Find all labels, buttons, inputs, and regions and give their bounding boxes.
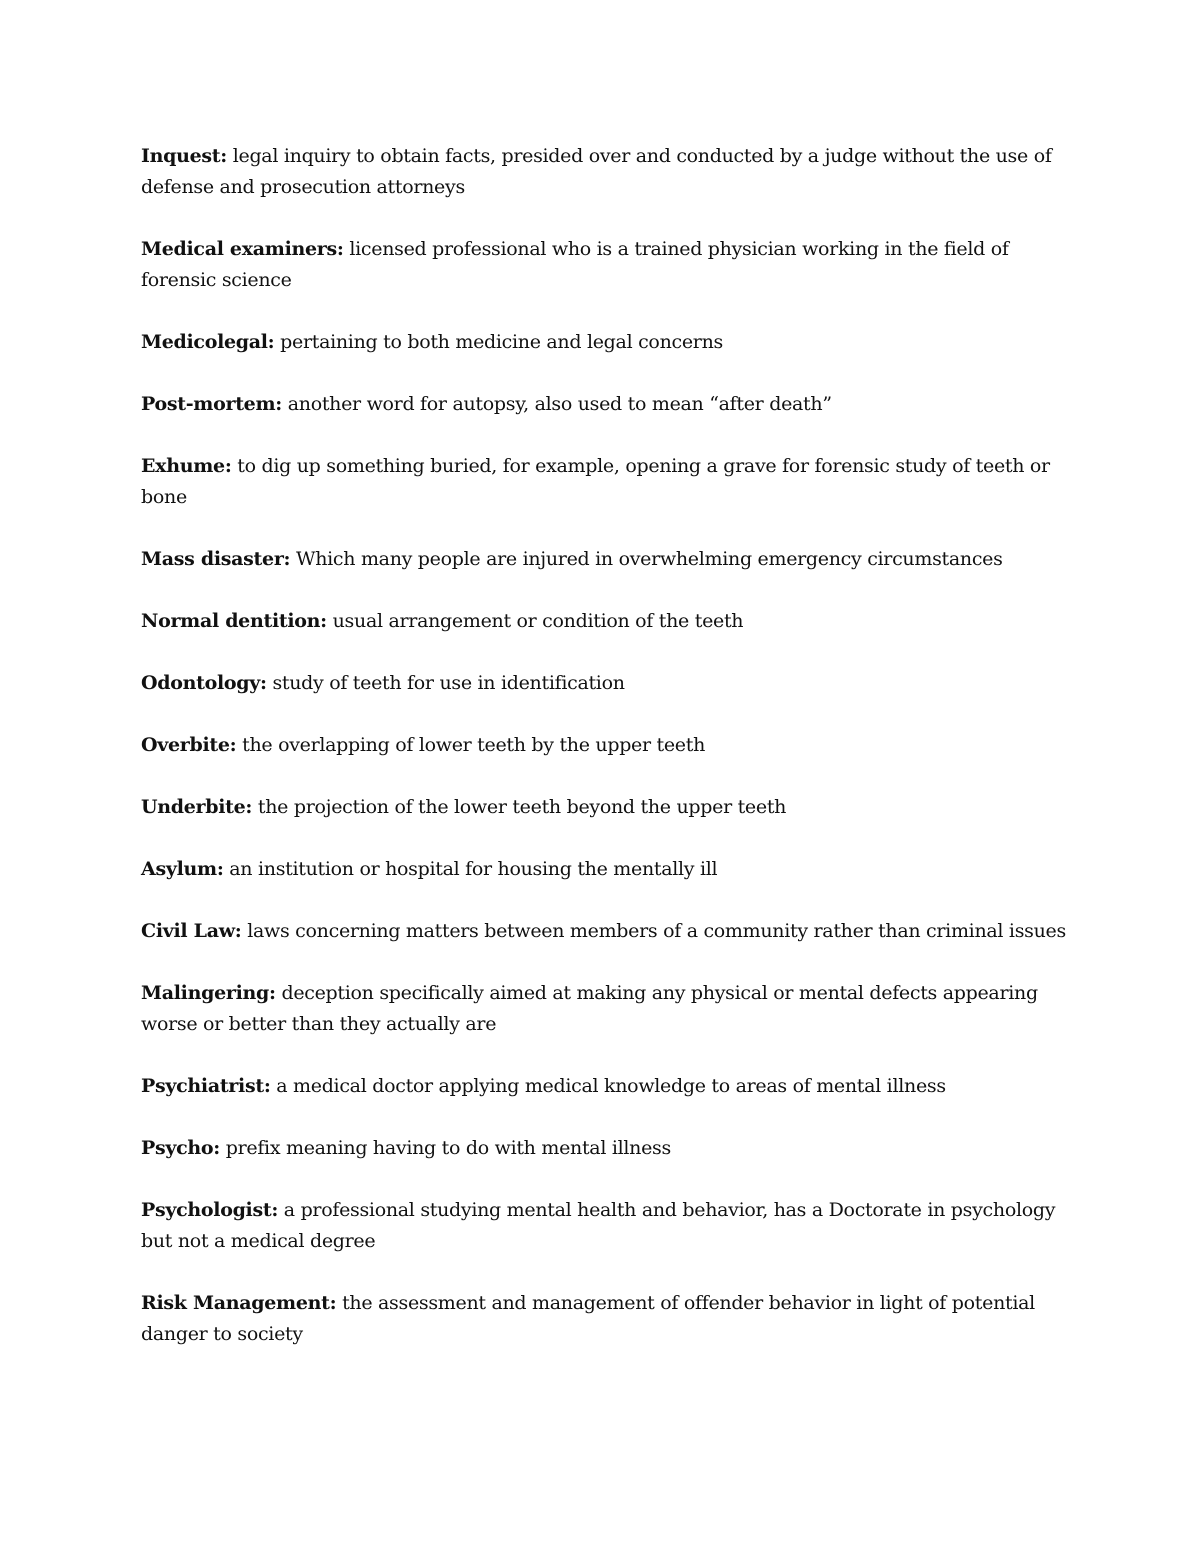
entry-term: Overbite: xyxy=(141,734,237,756)
entry-definition: legal inquiry to obtain facts, presided over and conducted by a judge without the use of defense and prosecution attorneys xyxy=(141,145,1052,198)
glossary-entry-normal-dentition xyxy=(141,606,1066,637)
glossary-entry-medical-examiners xyxy=(141,234,1066,296)
entry-definition: the overlapping of lower teeth by the upper teeth xyxy=(236,734,706,756)
glossary-list xyxy=(141,141,1066,1381)
entry-definition: an institution or hospital for housing the mentally ill xyxy=(223,858,718,880)
entry-term: Risk Management: xyxy=(141,1292,337,1314)
entry-definition: study of teeth for use in identification xyxy=(266,672,625,694)
entry-term: Medicolegal: xyxy=(141,331,275,353)
entry-term: Underbite: xyxy=(141,796,253,818)
entry-definition: deception specifically aimed at making any physical or mental defects appearing worse or better than they actually are xyxy=(141,982,1038,1035)
entry-term: Mass disaster: xyxy=(141,548,291,570)
glossary-entry-malingering xyxy=(141,978,1066,1040)
entry-definition: a medical doctor applying medical knowledge to areas of mental illness xyxy=(270,1075,946,1097)
glossary-entry-post-mortem xyxy=(141,389,1066,420)
entry-term: Medical examiners: xyxy=(141,238,344,260)
glossary-entry-underbite xyxy=(141,792,1066,823)
entry-definition: laws concerning matters between members of a community rather than criminal issues xyxy=(241,920,1066,942)
entry-term: Exhume: xyxy=(141,455,232,477)
entry-definition: Which many people are injured in overwhelming emergency circumstances xyxy=(290,548,1003,570)
glossary-entry-medicolegal xyxy=(141,327,1066,358)
glossary-entry-mass-disaster xyxy=(141,544,1066,575)
glossary-entry-psychologist xyxy=(141,1195,1066,1257)
entry-definition: to dig up something buried, for example, opening a grave for forensic study of teeth or bone xyxy=(141,455,1050,508)
entry-definition: the projection of the lower teeth beyond the upper teeth xyxy=(252,796,787,818)
entry-definition: usual arrangement or condition of the teeth xyxy=(326,610,744,632)
glossary-entry-overbite xyxy=(141,730,1066,761)
entry-term: Psychologist: xyxy=(141,1199,279,1221)
entry-term: Asylum: xyxy=(141,858,224,880)
entry-definition: the assessment and management of offender behavior in light of potential danger to society xyxy=(141,1292,1035,1345)
glossary-entry-asylum xyxy=(141,854,1066,885)
entry-term: Post-mortem: xyxy=(141,393,282,415)
glossary-entry-inquest xyxy=(141,141,1066,203)
entry-definition: prefix meaning having to do with mental illness xyxy=(220,1137,671,1159)
glossary-entry-odontology xyxy=(141,668,1066,699)
entry-term: Odontology: xyxy=(141,672,267,694)
entry-term: Inquest: xyxy=(141,145,227,167)
entry-term: Malingering: xyxy=(141,982,276,1004)
glossary-entry-exhume xyxy=(141,451,1066,513)
entry-definition: a professional studying mental health and behavior, has a Doctorate in psychology but not a medical degree xyxy=(141,1199,1056,1252)
entry-term: Normal dentition: xyxy=(141,610,327,632)
entry-term: Civil Law: xyxy=(141,920,242,942)
glossary-entry-risk-management xyxy=(141,1288,1066,1350)
entry-definition: pertaining to both medicine and legal concerns xyxy=(274,331,723,353)
glossary-entry-civil-law xyxy=(141,916,1066,947)
glossary-entry-psychiatrist xyxy=(141,1071,1066,1102)
entry-term: Psycho: xyxy=(141,1137,220,1159)
glossary-entry-psycho xyxy=(141,1133,1066,1164)
entry-definition: licensed professional who is a trained physician working in the field of forensic science xyxy=(141,238,1009,291)
entry-definition: another word for autopsy, also used to mean “after death” xyxy=(281,393,832,415)
entry-term: Psychiatrist: xyxy=(141,1075,271,1097)
